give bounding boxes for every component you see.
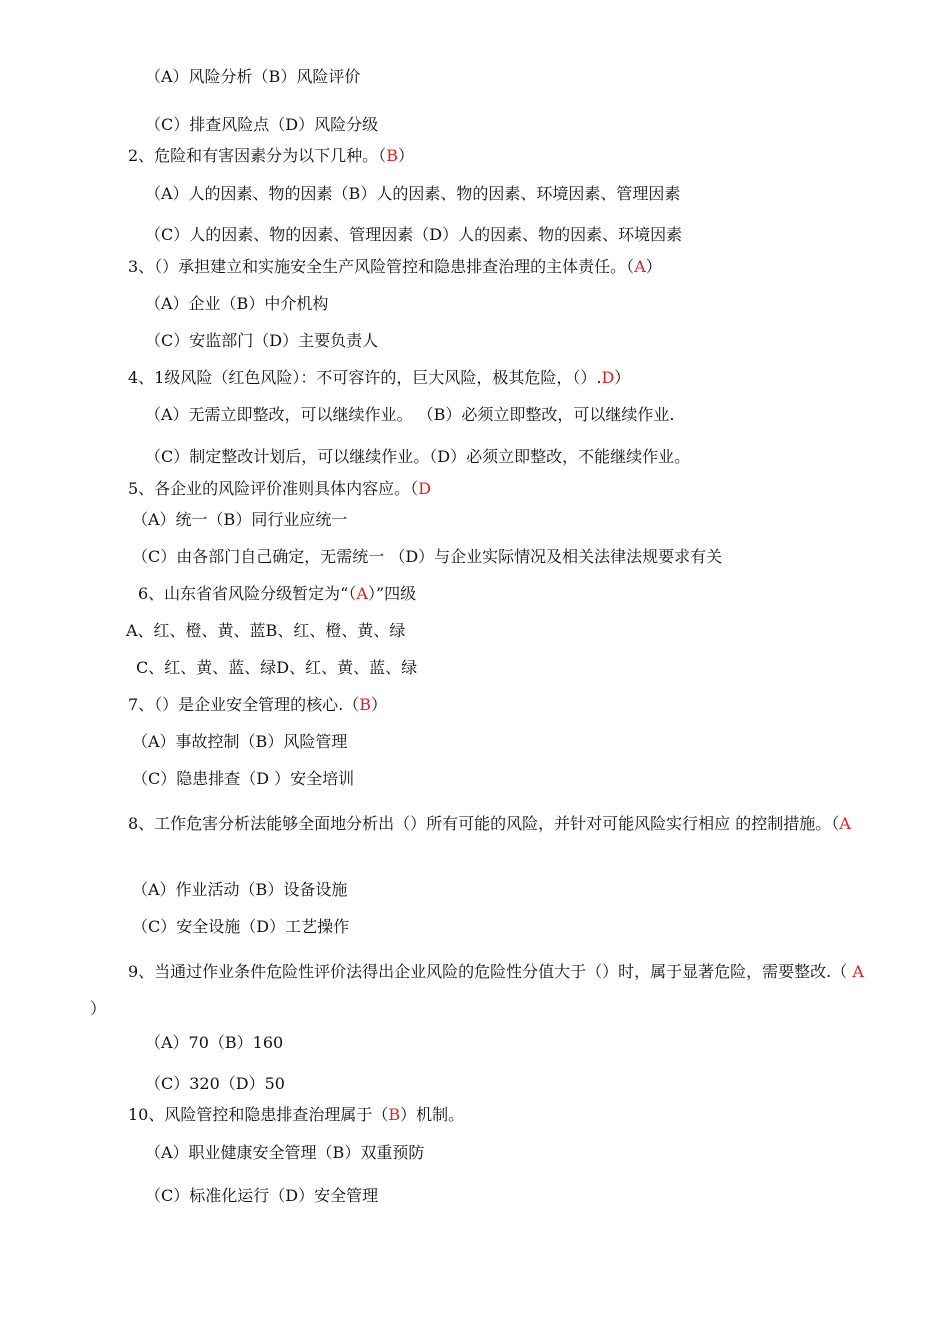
q4-option-ab: （A）无需立即整改，可以继续作业。 （B）必须立即整改，可以继续作业. — [145, 405, 675, 424]
q6-option-cd: C、红、黄、蓝、绿D、红、黄、蓝、绿 — [136, 658, 418, 677]
question-8: 8、工作危害分析法能够全面地分析出（）所有可能的风险，并针对可能风险实行相应 的控制措施。（A — [128, 814, 851, 833]
answer-mark: A — [839, 814, 851, 833]
question-7: 7、（）是企业安全管理的核心.（B） — [128, 695, 388, 714]
answer-mark: A — [356, 584, 368, 603]
question-5: 5、各企业的风险评价准则具体内容应。（D — [128, 479, 432, 498]
q9-option-cd: （C）320（D）50 — [145, 1074, 285, 1093]
q10-option-cd: （C）标准化运行（D）安全管理 — [145, 1186, 379, 1205]
q8-option-cd: （C）安全设施（D）工艺操作 — [132, 917, 350, 936]
answer-mark: A — [634, 257, 646, 276]
q1-option-ab: （A）风险分析（B）风险评价 — [145, 67, 361, 86]
q5-option-ab: （A）统一（B）同行业应统一 — [132, 510, 348, 529]
answer-mark: A — [852, 962, 864, 981]
q7-option-cd: （C）隐患排查（D ）安全培训 — [132, 769, 355, 788]
question-6: 6、山东省省风险分级暂定为“（A）”四级 — [138, 584, 417, 603]
answer-mark: B — [386, 146, 398, 165]
question-2: 2、危险和有害因素分为以下几种。（B） — [128, 146, 414, 165]
q3-option-ab: （A）企业（B）中介机构 — [145, 294, 329, 313]
q4-option-cd: （C）制定整改计划后，可以继续作业。（D）必须立即整改，不能继续作业。 — [145, 447, 691, 466]
q9-option-ab: （A）70（B）160 — [145, 1033, 284, 1052]
q2-option-ab: （A）人的因素、物的因素（B）人的因素、物的因素、环境因素、管理因素 — [145, 184, 681, 203]
question-4: 4、1级风险（红色风险）：不可容许的，巨大风险，极其危险，（）.D） — [128, 368, 631, 387]
q7-option-ab: （A）事故控制（B）风险管理 — [132, 732, 348, 751]
answer-mark: D — [418, 479, 432, 498]
q5-option-cd: （C）由各部门自己确定，无需统一 （D）与企业实际情况及相关法律法规要求有关 — [132, 547, 723, 566]
question-3: 3、（）承担建立和实施安全生产风险管控和隐患排查治理的主体责任。（A） — [128, 257, 662, 276]
answer-mark: B — [388, 1105, 401, 1124]
q3-option-cd: （C）安监部门（D）主要负责人 — [145, 331, 379, 350]
q8-option-ab: （A）作业活动（B）设备设施 — [132, 880, 348, 899]
q1-option-cd: （C）排查风险点（D）风险分级 — [145, 115, 379, 134]
q6-option-ab: A、红、橙、黄、蓝B、红、橙、黄、绿 — [126, 621, 406, 640]
q2-option-cd: （C）人的因素、物的因素、管理因素（D）人的因素、物的因素、环境因素 — [145, 225, 683, 244]
q10-option-ab: （A）职业健康安全管理（B）双重预防 — [145, 1143, 425, 1162]
answer-mark: B — [359, 695, 372, 714]
answer-mark: D — [601, 368, 615, 387]
question-9: 9、当通过作业条件危险性评价法得出企业风险的危险性分值大于（）时，属于显著危险，需要整改.（ A ） — [90, 962, 864, 1018]
question-10: 10、风险管控和隐患排查治理属于（B）机制。 — [128, 1105, 465, 1124]
